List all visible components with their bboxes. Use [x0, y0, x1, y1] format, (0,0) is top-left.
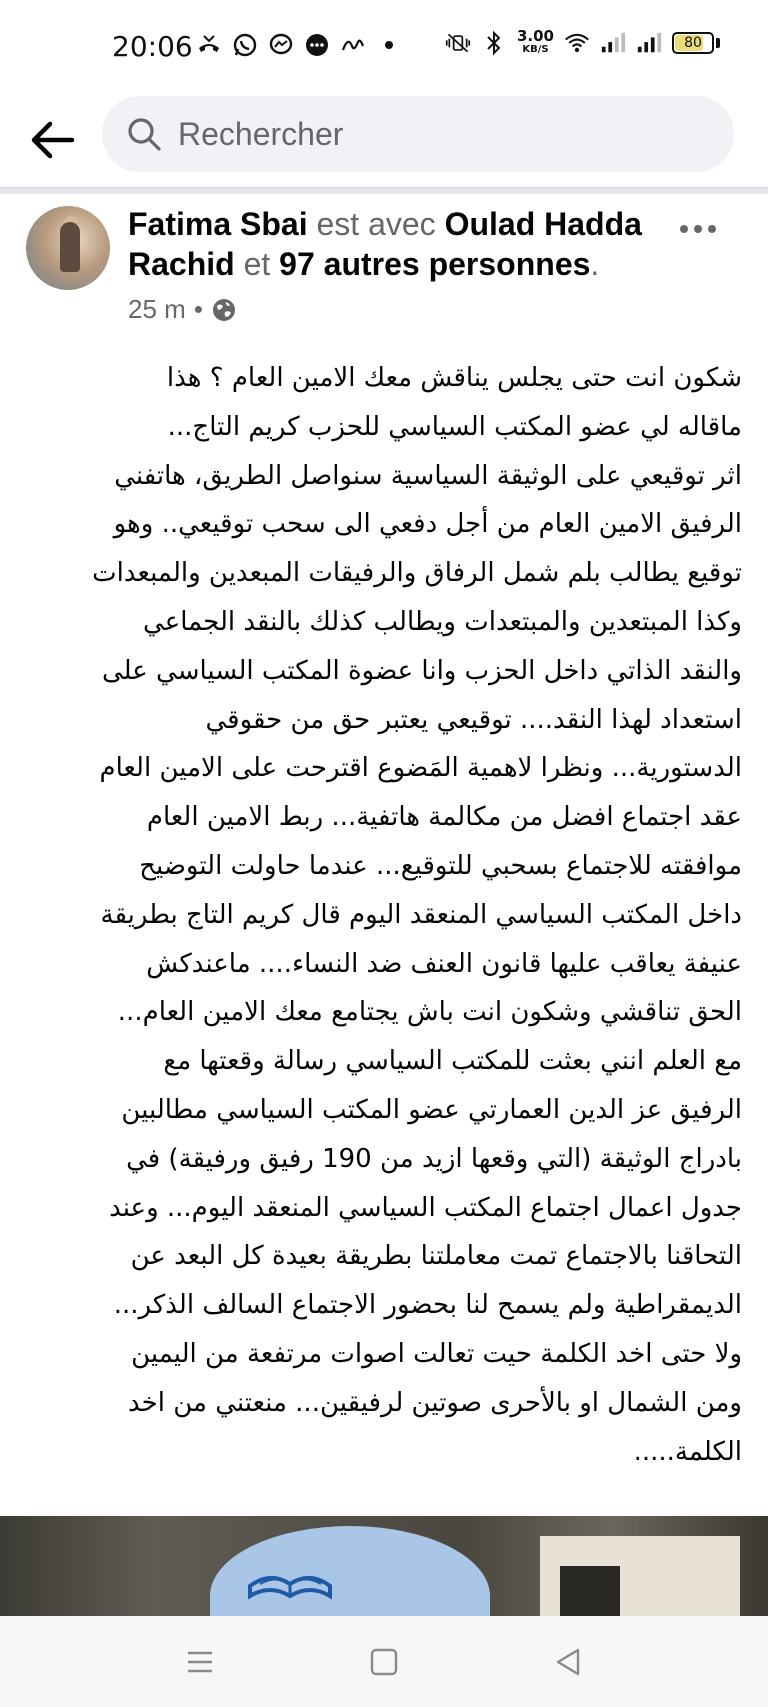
network-speed — [516, 27, 554, 56]
search-icon — [126, 116, 162, 152]
more-dot-icon — [708, 225, 716, 233]
and-text: et — [234, 246, 280, 282]
post-text-line: عقد اجتماع افضل من مكالمة هاتفية... ربط الامين العام — [146, 802, 742, 833]
post-title — [128, 204, 688, 284]
back-button[interactable] — [24, 112, 80, 168]
system-navigation-bar — [0, 1616, 768, 1707]
more-notifications-dot-icon — [376, 32, 402, 58]
others-link[interactable]: 97 autres personnes — [279, 246, 591, 282]
post-options-button[interactable] — [668, 214, 728, 244]
missed-call-icon — [196, 32, 222, 58]
tagged-person-link[interactable]: Oulad Hadda Rachid — [128, 206, 642, 282]
post-text-line: ماقاله لي عضو المكتب السياسي للحزب كريم التاج... — [167, 411, 742, 442]
more-dot-icon — [694, 225, 702, 233]
photo-shadow — [560, 1566, 620, 1616]
system-icons — [445, 27, 720, 56]
back-arrow-icon — [28, 120, 76, 160]
post-text-line: وكذا المبتعدين والمبتعدات ويطالب كذلك بالنقد الجماعي — [143, 606, 742, 637]
more-dot-icon — [680, 225, 688, 233]
post-text-line: اثر توقيعي على الوثيقة السياسية سنواصل الطريق، هاتفني — [114, 460, 742, 491]
status-time: 20:06 — [112, 30, 193, 63]
battery-level-text: 80 — [684, 35, 702, 51]
post-text-line: الرفيق عز الدين العمارتي عضو المكتب السياسي مطالبين — [121, 1094, 742, 1125]
battery-cap — [716, 38, 720, 48]
signature-app-icon — [340, 32, 366, 58]
post-text-line: الدستورية... ونظرا لاهمية المَضوع اقترحت على الامين العام — [99, 753, 742, 784]
globe-icon — [211, 297, 237, 323]
post-meta — [128, 294, 237, 325]
messenger-icon — [268, 32, 294, 58]
recent-apps-button[interactable] — [176, 1638, 224, 1686]
search-header — [0, 96, 768, 188]
post-text-line: الحق تناقشي وشكون انت باش يجتامع معك الامين العام... — [117, 997, 742, 1028]
post-text-line: بادراج الوثيقة (التي وقعها ازيد من 190 رفيق ورفيقة) في — [126, 1143, 742, 1174]
chat-bubble-icon — [304, 32, 330, 58]
back-triangle-icon — [553, 1647, 583, 1677]
with-text: est avec — [307, 206, 445, 242]
post-text-line: مع العلم انني بعثت للمكتب السياسي رسالة وقعتها مع — [163, 1046, 742, 1077]
signal-strength-icon — [600, 30, 626, 56]
open-book-logo-icon — [245, 1546, 335, 1606]
post-text — [28, 354, 742, 1476]
post-text-line: شكون انت حتى يجلس يناقش معك الامين العام ؟ هذا — [166, 363, 742, 393]
post-text-line: والنقد الذاتي داخل الحزب وانا عضوة المكتب السياسي على — [101, 655, 742, 686]
post-text-line: عنيفة يعاقب عليها قانون العنف ضد النساء.... ماعندكش — [146, 948, 742, 979]
meta-separator: • — [193, 294, 203, 324]
vibrate-off-icon — [445, 30, 471, 56]
signal-strength-2-icon — [636, 30, 662, 56]
wifi-icon — [564, 30, 590, 56]
post-text-line: ومن الشمال او بالأحرى صوتين لرفيقين... منعتني من اخد — [128, 1387, 742, 1418]
post-header — [0, 204, 768, 334]
post-text-line: الرفيق الامين العام من أجل دفعي الى سحب توقيعي.. وهو — [113, 509, 742, 540]
whatsapp-icon — [232, 32, 258, 58]
post-text-line: الكلمة..... — [633, 1436, 742, 1467]
post-text-line: توقيع يطالب بلم شمل الرفاق والرفيقات المبعدين والمبعدات — [92, 558, 742, 589]
post-text-line: داخل المكتب السياسي المنعقد اليوم قال كريم التاج بطريقة — [100, 899, 742, 930]
author-avatar[interactable] — [26, 206, 110, 290]
network-speed-unit: KB/S — [522, 44, 549, 55]
system-back-button[interactable] — [544, 1638, 592, 1686]
home-square-icon — [369, 1647, 399, 1677]
post-text-line: التحاقنا بالاجتماع تمت معاملتنا بطريقة بعيدة كل البعد عن — [130, 1241, 742, 1272]
post-time[interactable]: 25 m — [128, 294, 186, 324]
status-bar — [0, 0, 768, 96]
battery-indicator — [672, 32, 714, 54]
post-text-line: ولا حتى اخد الكلمة حيت تعالت اصوات مرتفعة من اليمين — [131, 1338, 742, 1369]
post-text-line: موافقته للاجتماع بسحبي للتوقيع... عندما حاولت التوضيح — [139, 850, 742, 881]
avatar-figure — [60, 222, 80, 272]
post-text-line: الديمقراطية ولم يسمح لنا بحضور الاجتماع السالف الذكر... — [113, 1290, 742, 1321]
author-name-link[interactable]: Fatima Sbai — [128, 206, 308, 242]
post-text-line: جدول اعمال اجتماع المكتب السياسي المنعقد اليوم... وعند — [109, 1192, 742, 1223]
search-input[interactable] — [178, 116, 698, 153]
post-photo[interactable] — [0, 1516, 768, 1616]
network-speed-value: 3.00 — [516, 27, 554, 45]
search-bar[interactable] — [102, 96, 734, 172]
menu-icon — [185, 1648, 215, 1676]
title-period: . — [590, 246, 600, 282]
feed-divider — [0, 188, 768, 194]
post-text-line: استعداد لهذا النقد.... توقيعي يعتبر حق من حقوقي — [205, 704, 742, 735]
bluetooth-icon — [481, 30, 507, 56]
home-button[interactable] — [360, 1638, 408, 1686]
notification-icons — [196, 32, 402, 58]
